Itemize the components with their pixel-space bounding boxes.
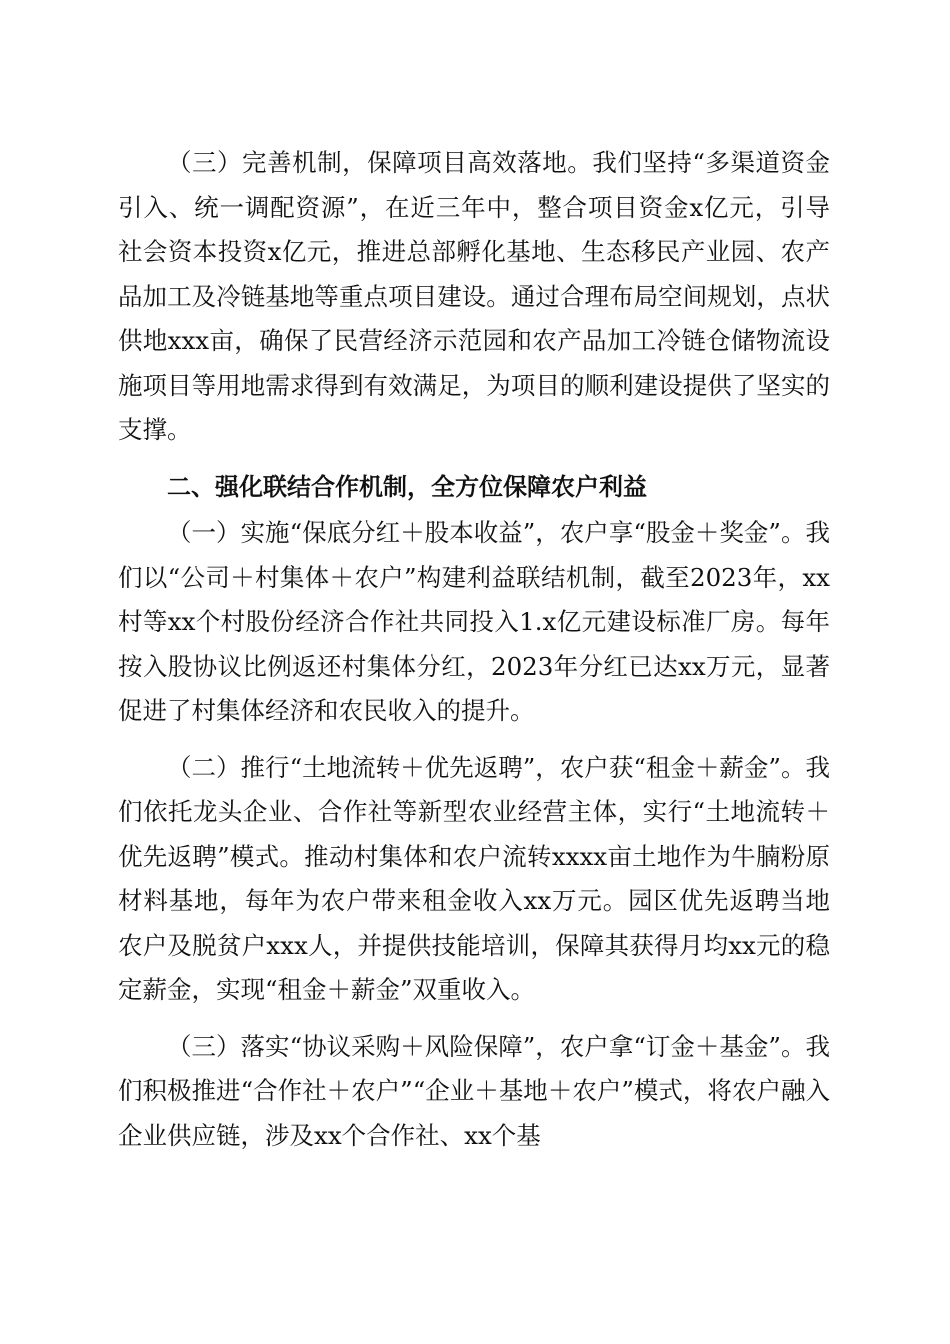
paragraph-land-transfer [118,746,830,1013]
paragraph-lead: （一）实施“保底分红＋股本收益”，农户享“股金＋奖金”。 [167,518,806,547]
section-heading: 二、强化联结合作机制，全方位保障农户利益 [167,472,647,501]
paragraph-lead: （三）落实“协议采购＋风险保障”，农户拿“订金＋基金”。 [167,1031,806,1061]
paragraph-text: 我们坚持“多渠道资金引入、统一调配资源”，在近三年中，整合项目资金x亿元，引导社会资本投资x亿元，推进总部孵化基地、生态移民产业园、农产品加工及冷链基地等重点项目建设。通过合理布局空间规划，点状供地xxx亩，确保了民营经济示范园和农产品加工冷链仓储物流设施项目等用地需求得到有效满足，为项目的顺利建设提供了坚实的支撑。 [118,148,830,444]
document-body [118,141,830,1158]
paragraph-lead: （二）推行“土地流转＋优先返聘”，农户获“租金＋薪金”。 [167,752,806,782]
paragraph-dividend [118,511,830,734]
paragraph-text: 我们以“公司＋村集体＋农户”构建利益联结机制，截至2023年，xx村等xx个村股份经济合作社共同投入1.x亿元建设标准厂房。每年按入股协议比例返还村集体分红，2023年分红已达xx万元，显著促进了村集体经济和农民收入的提升。 [118,518,830,725]
paragraph-procurement [118,1025,830,1159]
paragraph-text: 我们依托龙头企业、合作社等新型农业经营主体，实行“土地流转＋优先返聘”模式。推动村集体和农户流转xxxx亩土地作为牛腩粉原材料基地，每年为农户带来租金收入xx万元。园区优先返聘当地农户及脱贫户xxx人，并提供技能培训，保障其获得月均xx元的稳定薪金，实现“租金＋薪金”双重收入。 [118,752,830,1004]
paragraph-project-landing [118,141,830,453]
paragraph-text: 我们积极推进“合作社＋农户”“企业＋基地＋农户”模式，将农户融入企业供应链，涉及xx个合作社、xx个基 [118,1031,830,1150]
paragraph-lead: （三）完善机制，保障项目高效落地。 [167,148,593,177]
